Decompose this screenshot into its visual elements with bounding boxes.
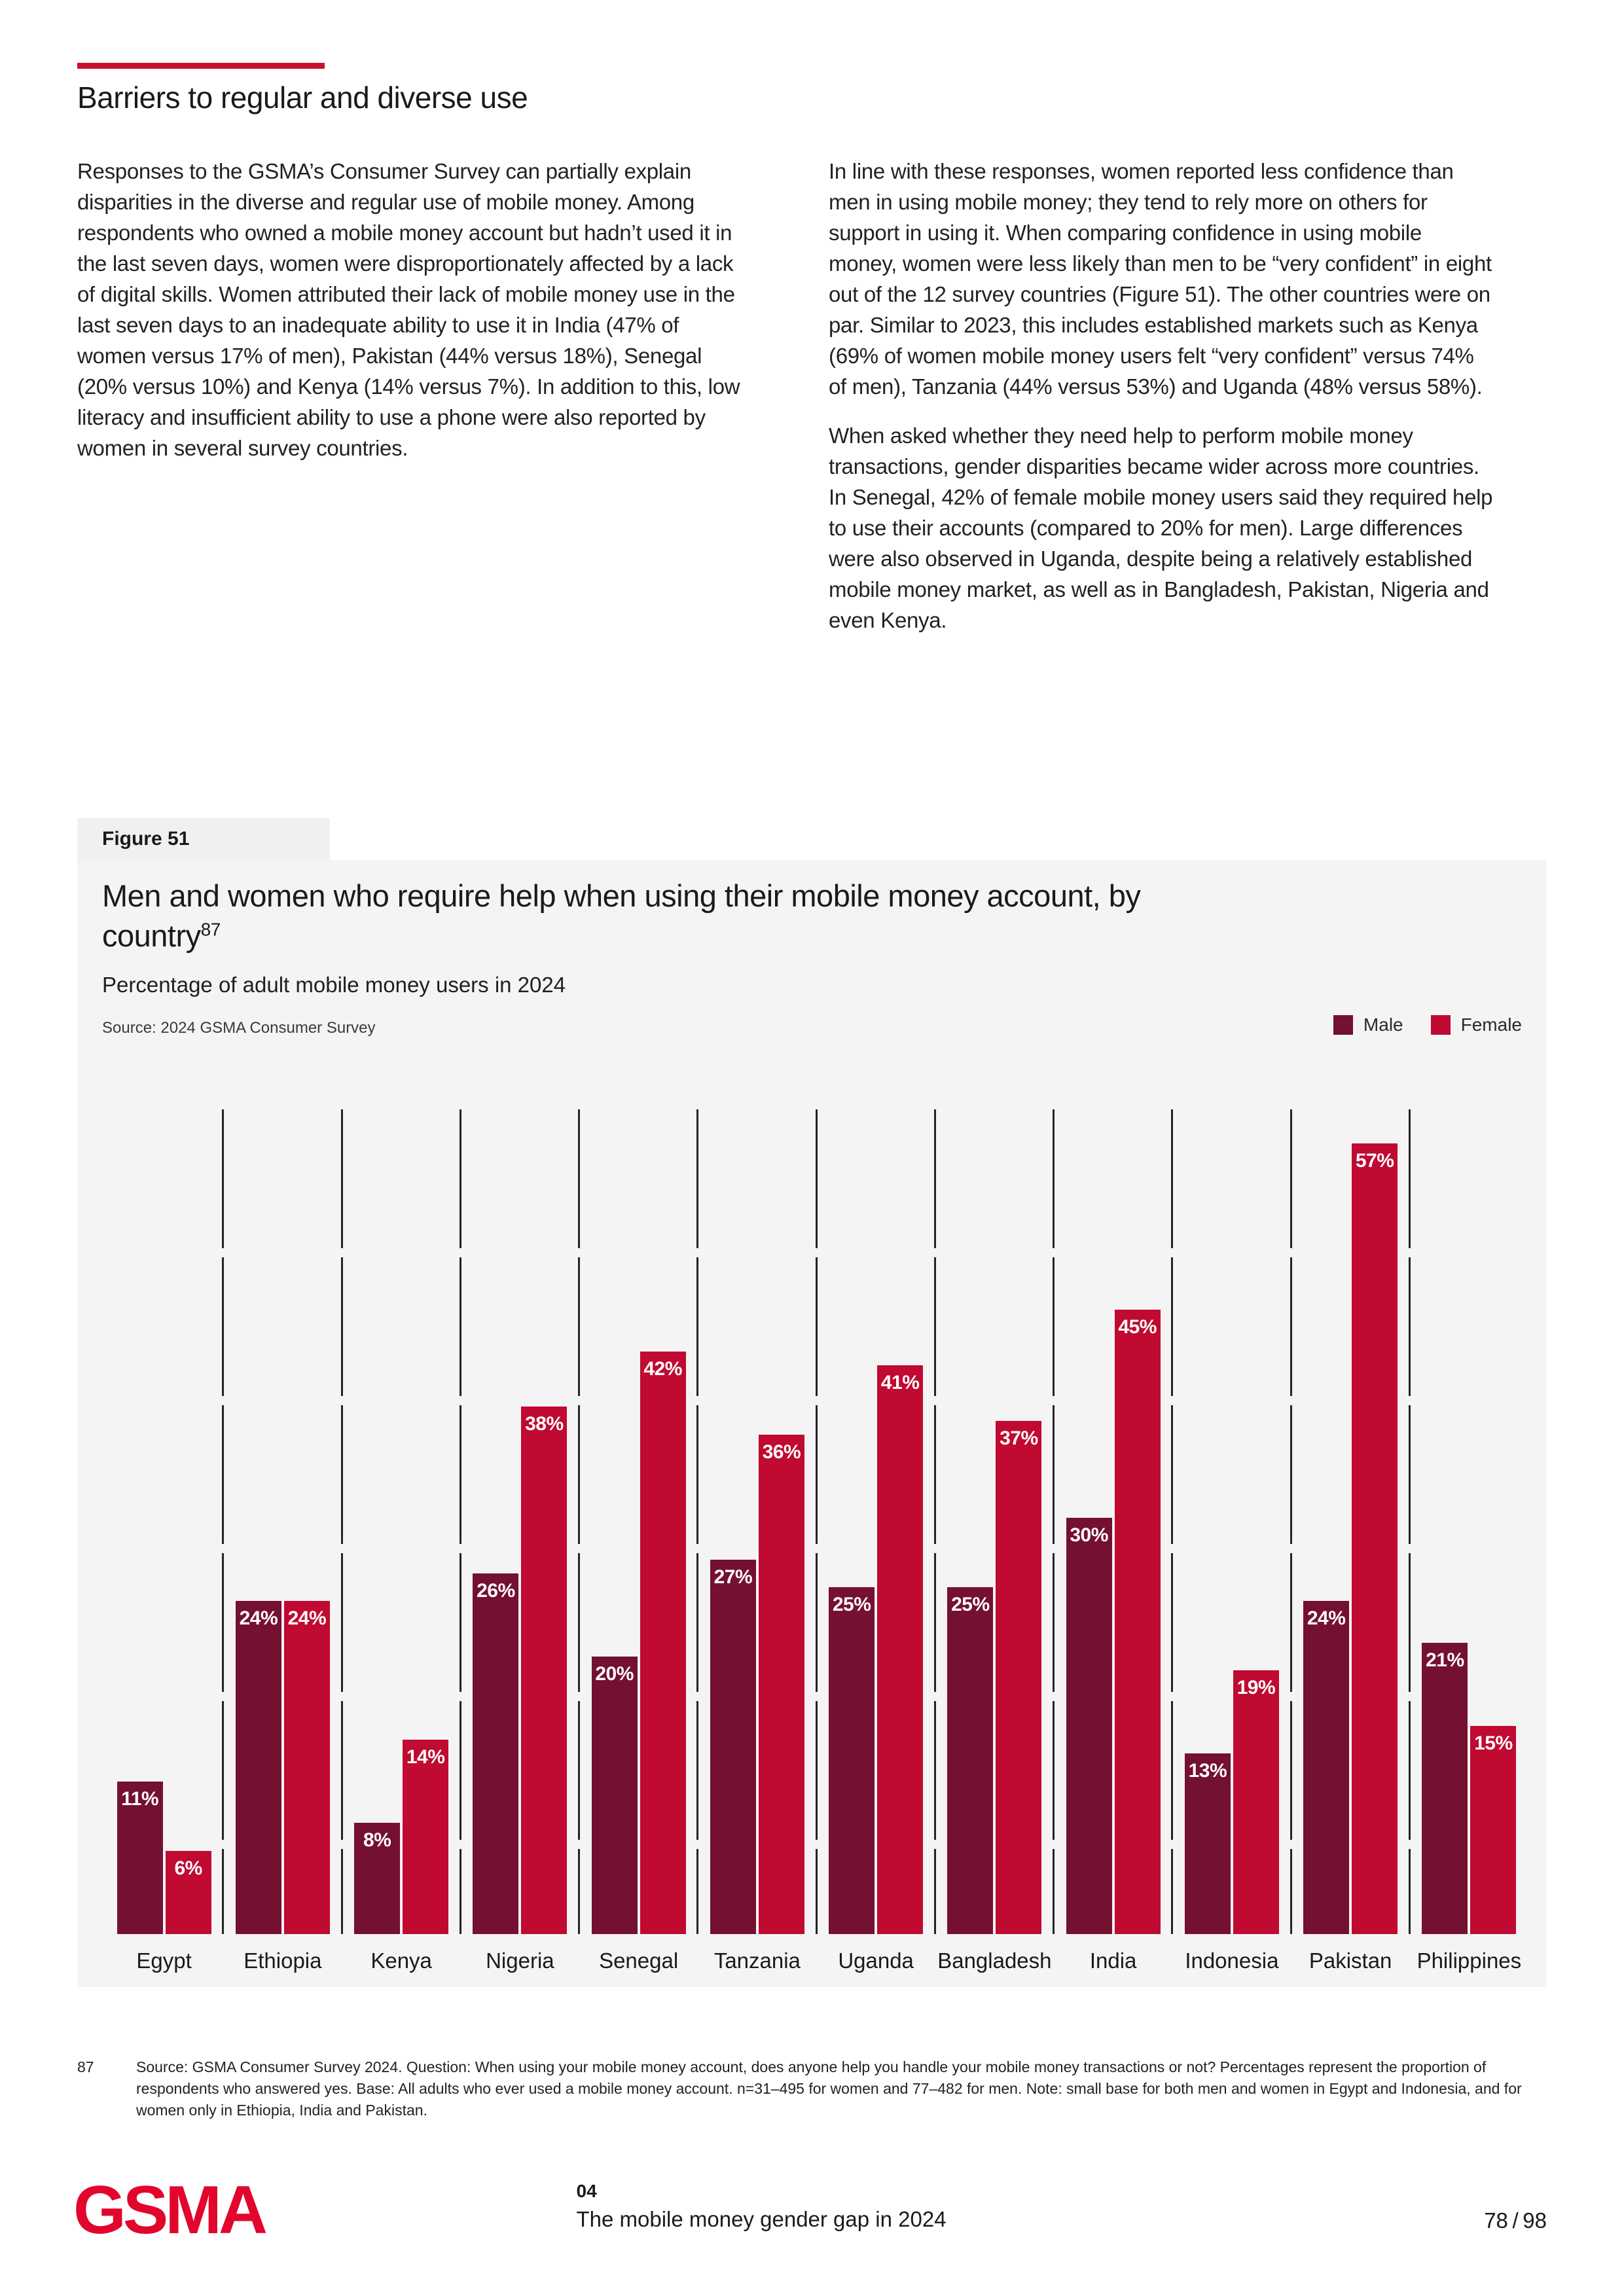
bar-value-label: 26% <box>477 1580 515 1602</box>
bar-value-label: 13% <box>1188 1760 1227 1782</box>
chart-subtitle: Percentage of adult mobile money users in 2024 <box>102 973 566 997</box>
female-bar-indonesia <box>1233 1670 1279 1934</box>
footnote-reference: 87 <box>200 919 221 940</box>
bar-value-label: 36% <box>762 1441 801 1463</box>
bar-value-label: 27% <box>713 1566 753 1588</box>
section-accent-line <box>77 63 325 69</box>
bar-value-label: 24% <box>287 1607 327 1629</box>
bar-chart-plot-area <box>105 1109 1528 1973</box>
bar-value-label: 11% <box>121 1788 159 1810</box>
female-bar-ethiopia <box>284 1601 330 1934</box>
chart-title-text: Men and women who require help when using their mobile money account, by country <box>102 878 1141 953</box>
paragraph: In line with these responses, women reported less confidence than men in using mobile money; they tend to rely more on others for support in using it. When comparing confidence in using mobile money, women were less likely than men to be “very confident” in eight out of the 12 survey countries (Figure 51). The other countries were on par. Similar to 2023, this includes established markets such as Kenya (69% of women mobile money users felt “very confident” versus 74% of men), Tanzania (44% versus 53%) and Uganda (48% versus 58%). <box>829 159 1492 399</box>
x-axis-label-senegal: Senegal <box>599 1948 679 1973</box>
body-column-left <box>77 156 742 463</box>
bar-pair <box>579 1352 698 1934</box>
body-column-right <box>829 156 1494 636</box>
chart-legend <box>1333 1014 1522 1035</box>
chart-group-bangladesh <box>935 1109 1054 1973</box>
chart-group-pakistan <box>1291 1109 1410 1973</box>
male-bar-india <box>1066 1518 1112 1934</box>
male-bar-egypt <box>117 1782 163 1934</box>
female-bar-pakistan <box>1352 1143 1398 1934</box>
female-bar-senegal <box>640 1352 686 1934</box>
footnote-number: 87 <box>77 2058 94 2075</box>
figure-51-chart <box>77 860 1547 1987</box>
chart-group-india <box>1054 1109 1172 1973</box>
female-bar-uganda <box>877 1365 923 1934</box>
female-bar-india <box>1115 1310 1161 1934</box>
x-axis-label-pakistan: Pakistan <box>1308 1948 1392 1973</box>
x-axis-label-indonesia: Indonesia <box>1185 1948 1279 1973</box>
chart-group-senegal <box>579 1109 698 1973</box>
paragraph: When asked whether they need help to perform mobile money transactions, gender disparities became wider across more countries. In Senegal, 42% of female mobile money users said they required help to use their accounts (compared to 20% for men). Large differences were also observed in Uganda, despite being a relatively established mobile money market, as well as in Bangladesh, Pakistan, Nigeria and even Kenya. <box>829 423 1493 632</box>
female-bar-philippines <box>1470 1726 1516 1934</box>
bar-pair <box>817 1365 935 1934</box>
chart-group-kenya <box>342 1109 461 1973</box>
bar-value-label: 6% <box>174 1857 202 1879</box>
footer-chapter-number: 04 <box>576 2181 597 2201</box>
x-axis-label-uganda: Uganda <box>838 1948 914 1973</box>
figure-label-text: Figure 51 <box>102 828 190 850</box>
x-axis-label-ethiopia: Ethiopia <box>244 1948 322 1973</box>
female-bar-egypt <box>166 1851 211 1934</box>
female-bar-bangladesh <box>996 1421 1041 1934</box>
male-bar-indonesia <box>1185 1753 1231 1934</box>
chart-title <box>102 876 1215 956</box>
bar-value-label: 21% <box>1426 1649 1464 1671</box>
bar-value-label: 38% <box>525 1413 564 1435</box>
bar-pair <box>698 1435 816 1934</box>
bar-value-label: 41% <box>880 1372 920 1393</box>
legend-item-female <box>1431 1014 1522 1035</box>
female-bar-kenya <box>403 1740 448 1934</box>
bar-value-label: 15% <box>1474 1732 1513 1754</box>
bar-value-label: 25% <box>832 1594 871 1615</box>
bar-pair <box>1291 1143 1410 1934</box>
x-axis-label-nigeria: Nigeria <box>486 1948 554 1973</box>
footnote-text: Source: GSMA Consumer Survey 2024. Question: When using your mobile money account, does anyone help you handle your mobile money transactions or not? Percentages represent the proportion of respondents who answered yes. Base: All adults who ever used a mobile money account. n=31–495 for women and 77–482 for men. Note: small base for both men and women in Egypt and Indonesia, and for women only in Ethiopia, India and Pakistan. <box>136 2058 1522 2119</box>
bar-value-label: 37% <box>1000 1427 1038 1449</box>
bar-value-label: 24% <box>239 1607 278 1629</box>
bar-pair <box>935 1421 1054 1934</box>
bar-value-label: 45% <box>1118 1316 1157 1338</box>
bar-pair <box>105 1782 223 1934</box>
x-axis-label-kenya: Kenya <box>370 1948 432 1973</box>
male-bar-pakistan <box>1303 1601 1349 1934</box>
female-color-swatch <box>1431 1015 1451 1035</box>
bar-value-label: 8% <box>363 1829 391 1851</box>
bar-value-label: 25% <box>951 1594 990 1615</box>
bar-value-label: 24% <box>1307 1607 1346 1629</box>
legend-label: Male <box>1363 1014 1403 1035</box>
male-color-swatch <box>1333 1015 1353 1035</box>
footnote <box>77 2056 1547 2121</box>
male-bar-senegal <box>592 1657 638 1934</box>
bar-value-label: 42% <box>643 1358 682 1380</box>
bar-value-label: 30% <box>1070 1524 1108 1546</box>
chart-group-philippines <box>1410 1109 1528 1973</box>
chart-source: Source: 2024 GSMA Consumer Survey <box>102 1019 376 1037</box>
chart-group-tanzania <box>698 1109 816 1973</box>
x-axis-label-philippines: Philippines <box>1416 1948 1522 1973</box>
female-bar-nigeria <box>521 1407 567 1934</box>
x-axis-label-bangladesh: Bangladesh <box>937 1948 1052 1973</box>
chart-group-egypt <box>105 1109 223 1973</box>
chart-group-nigeria <box>461 1109 579 1973</box>
male-bar-ethiopia <box>236 1601 281 1934</box>
chart-group-indonesia <box>1172 1109 1291 1973</box>
bar-pair <box>1172 1670 1291 1934</box>
bar-value-label: 19% <box>1236 1677 1276 1698</box>
gsma-logo: GSMA <box>73 2172 264 2248</box>
x-axis-label-tanzania: Tanzania <box>713 1948 801 1973</box>
male-bar-kenya <box>354 1823 400 1934</box>
paragraph: Responses to the GSMA’s Consumer Survey can partially explain disparities in the diverse and regular use of mobile money. Among respondents who owned a mobile money account but hadn’t used it in the last seven days, women were disproportionately affected by a lack of digital skills. Women attributed their lack of mobile money use in the last seven days to an inadequate ability to use it in India (47% of women versus 17% of men), Pakistan (44% versus 18%), Senegal (20% versus 10%) and Kenya (14% versus 7%). In addition to this, low literacy and insufficient ability to use a phone were also reported by women in several survey countries. <box>77 159 740 460</box>
male-bar-uganda <box>829 1587 875 1934</box>
bar-value-label: 14% <box>406 1746 445 1768</box>
bar-pair <box>1410 1643 1528 1934</box>
male-bar-bangladesh <box>947 1587 993 1934</box>
bar-pair <box>342 1740 461 1934</box>
bar-value-label: 57% <box>1355 1150 1394 1172</box>
legend-item-male <box>1333 1014 1403 1035</box>
footer-report-title: The mobile money gender gap in 2024 <box>576 2207 947 2231</box>
page-title: Barriers to regular and diverse use <box>77 81 528 115</box>
x-axis-label-egypt: Egypt <box>136 1948 192 1973</box>
x-axis-label-india: India <box>1089 1948 1137 1973</box>
bar-pair <box>223 1601 342 1934</box>
bar-value-label: 20% <box>595 1663 634 1685</box>
chart-group-ethiopia <box>223 1109 342 1973</box>
legend-label: Female <box>1460 1014 1522 1035</box>
chart-group-uganda <box>817 1109 935 1973</box>
male-bar-nigeria <box>473 1573 518 1934</box>
male-bar-philippines <box>1422 1643 1468 1934</box>
male-bar-tanzania <box>710 1560 756 1934</box>
figure-label <box>77 818 330 860</box>
bar-pair <box>1054 1310 1172 1934</box>
footer-center <box>577 2181 1048 2232</box>
bar-pair <box>461 1407 579 1934</box>
page-number: 78 / 98 <box>1484 2208 1547 2233</box>
female-bar-tanzania <box>759 1435 804 1934</box>
